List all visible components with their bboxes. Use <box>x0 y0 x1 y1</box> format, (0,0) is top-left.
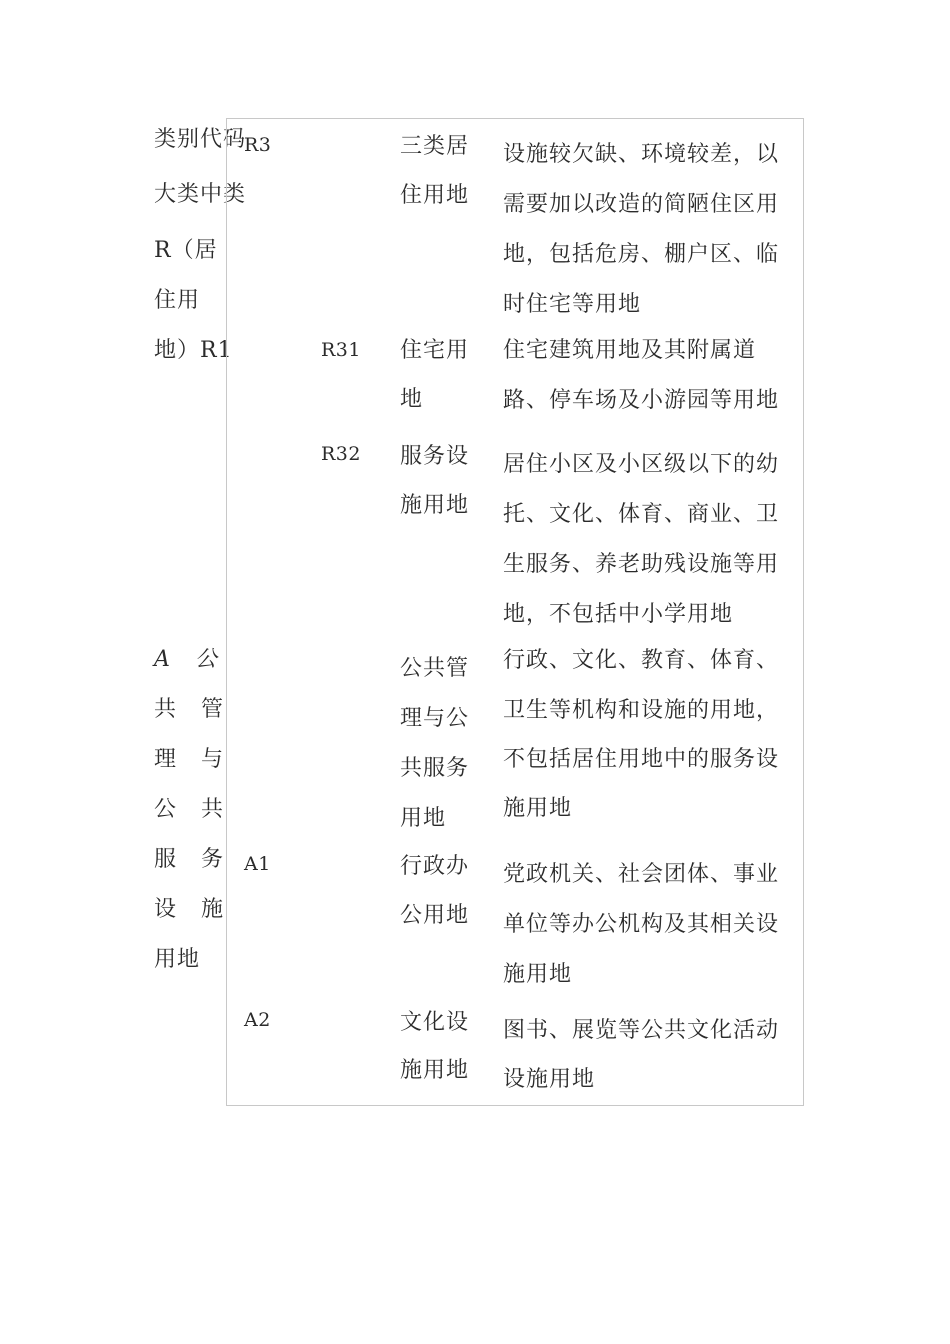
public-label-line5: 服 务 <box>154 847 232 872</box>
category-name: 行政办 <box>400 854 470 879</box>
minor-code: R32 <box>321 443 361 465</box>
description-line: 设施较欠缺、环境较差，以 <box>503 142 780 167</box>
description-line: 托、文化、体育、商业、卫 <box>503 502 780 527</box>
category-name: 理与公 <box>400 706 470 731</box>
description-line: 时住宅等用地 <box>503 292 642 317</box>
category-name: 用地 <box>400 806 447 831</box>
description-line: 地，不包括中小学用地 <box>503 602 734 627</box>
description-line: 居住小区及小区级以下的幼 <box>503 452 780 477</box>
description-line: 生服务、养老助残设施等用 <box>503 552 780 577</box>
description-line: 施用地 <box>503 962 573 987</box>
description-line: 路、停车场及小游园等用地 <box>503 388 780 413</box>
major-code: A1 <box>244 853 271 875</box>
public-label-line4: 公 共 <box>154 797 232 822</box>
category-name: 住宅用 <box>400 338 470 363</box>
category-name: 住用地 <box>400 183 470 208</box>
description-line: 需要加以改造的简陋住区用 <box>503 192 780 217</box>
category-name: 地 <box>400 387 424 412</box>
description-line: 行政、文化、教育、体育、 <box>503 648 780 673</box>
public-label-line2: 共 管 <box>154 697 232 722</box>
residential-label-line1: R（居 <box>154 238 218 263</box>
public-label-line1: A 公 <box>154 647 226 672</box>
description-line: 施用地 <box>503 796 573 821</box>
description-line: 地，包括危房、棚户区、临 <box>503 242 780 267</box>
major-code: A2 <box>244 1009 271 1031</box>
class-header: 大类中类 <box>154 182 247 207</box>
public-label-line3: 理 与 <box>154 747 232 772</box>
category-name: 公用地 <box>400 903 470 928</box>
description-line: 不包括居住用地中的服务设 <box>503 747 780 772</box>
minor-code: R31 <box>321 339 361 361</box>
category-name: 施用地 <box>400 1058 470 1083</box>
major-code: R3 <box>244 134 272 156</box>
category-name: 三类居 <box>400 134 470 159</box>
category-code-header: 类别代码 <box>154 127 247 152</box>
description-line: 党政机关、社会团体、事业 <box>503 862 780 887</box>
public-label-line6: 设 施 <box>154 897 232 922</box>
residential-label-line3: 地）R1 <box>154 338 233 363</box>
category-name: 共服务 <box>400 756 470 781</box>
description-line: 单位等办公机构及其相关设 <box>503 912 780 937</box>
public-label-line7: 用地 <box>154 947 201 972</box>
category-name: 公共管 <box>400 656 470 681</box>
description-line: 卫生等机构和设施的用地， <box>503 698 780 723</box>
description-line: 图书、展览等公共文化活动 <box>503 1018 780 1043</box>
category-name: 服务设 <box>400 444 470 469</box>
residential-label-line2: 住用 <box>154 288 201 313</box>
description-line: 设施用地 <box>503 1067 596 1092</box>
category-name: 文化设 <box>400 1010 470 1035</box>
description-line: 住宅建筑用地及其附属道 <box>503 338 757 363</box>
category-name: 施用地 <box>400 493 470 518</box>
